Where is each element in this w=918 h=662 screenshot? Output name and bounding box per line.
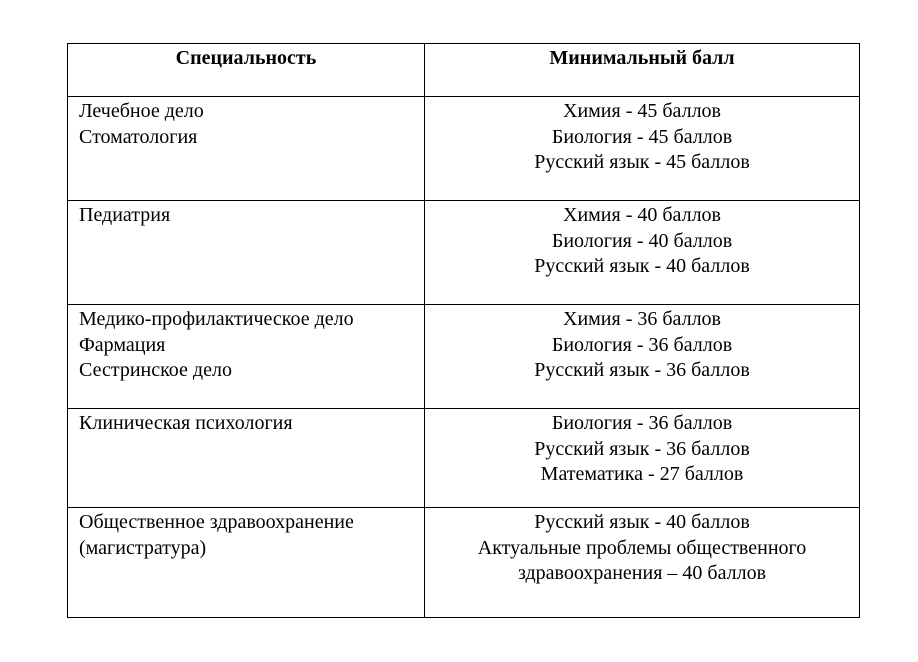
specialty-cell [68,409,425,508]
score-cell [425,409,860,508]
header-specialty: Специальность [68,44,425,97]
score-line: Химия - 45 баллов [563,100,721,122]
specialty-name: Клиническая психология [79,412,293,434]
specialty-name: Сестринское дело [79,359,232,381]
score-line: Химия - 40 баллов [563,204,721,226]
score-line: Биология - 36 баллов [551,333,733,356]
score-cell [425,201,860,305]
table-row [68,508,860,618]
score-line: Русский язык - 40 баллов [534,255,750,277]
score-line: Химия - 36 баллов [563,308,721,330]
score-cell [425,97,860,201]
specialty-name: Лечебное дело [79,100,204,122]
table-row [68,409,860,508]
specialty-name: Педиатрия [79,204,171,226]
score-line: Биология - 45 баллов [551,125,733,148]
specialty-cell [68,97,425,201]
specialty-name: Фармация [79,333,166,356]
score-line: Биология - 40 баллов [551,229,733,252]
specialty-cell [68,201,425,305]
specialty-cell [68,508,425,618]
table-header-row [68,44,860,97]
score-line: Актуальные проблемы общественного [477,536,807,559]
admission-scores-table [67,43,860,618]
score-line: Русский язык - 36 баллов [534,359,750,381]
specialty-cell [68,305,425,409]
score-line: Русский язык - 45 баллов [534,151,750,173]
table-row [68,305,860,409]
score-line: Русский язык - 36 баллов [534,437,750,460]
specialty-name: Общественное здравоохранение [79,511,354,533]
score-line: здравоохранения – 40 баллов [517,562,767,584]
score-line: Математика - 27 баллов [540,463,744,485]
header-min-score: Минимальный балл [425,44,860,97]
score-cell [425,305,860,409]
score-cell [425,508,860,618]
specialty-name: Стоматология [79,125,198,148]
table-row [68,201,860,305]
score-line: Биология - 36 баллов [551,412,733,434]
specialty-name: (магистратура) [79,536,207,559]
table-row [68,97,860,201]
specialty-name: Медико-профилактическое дело [79,308,354,330]
score-line: Русский язык - 40 баллов [534,511,750,533]
